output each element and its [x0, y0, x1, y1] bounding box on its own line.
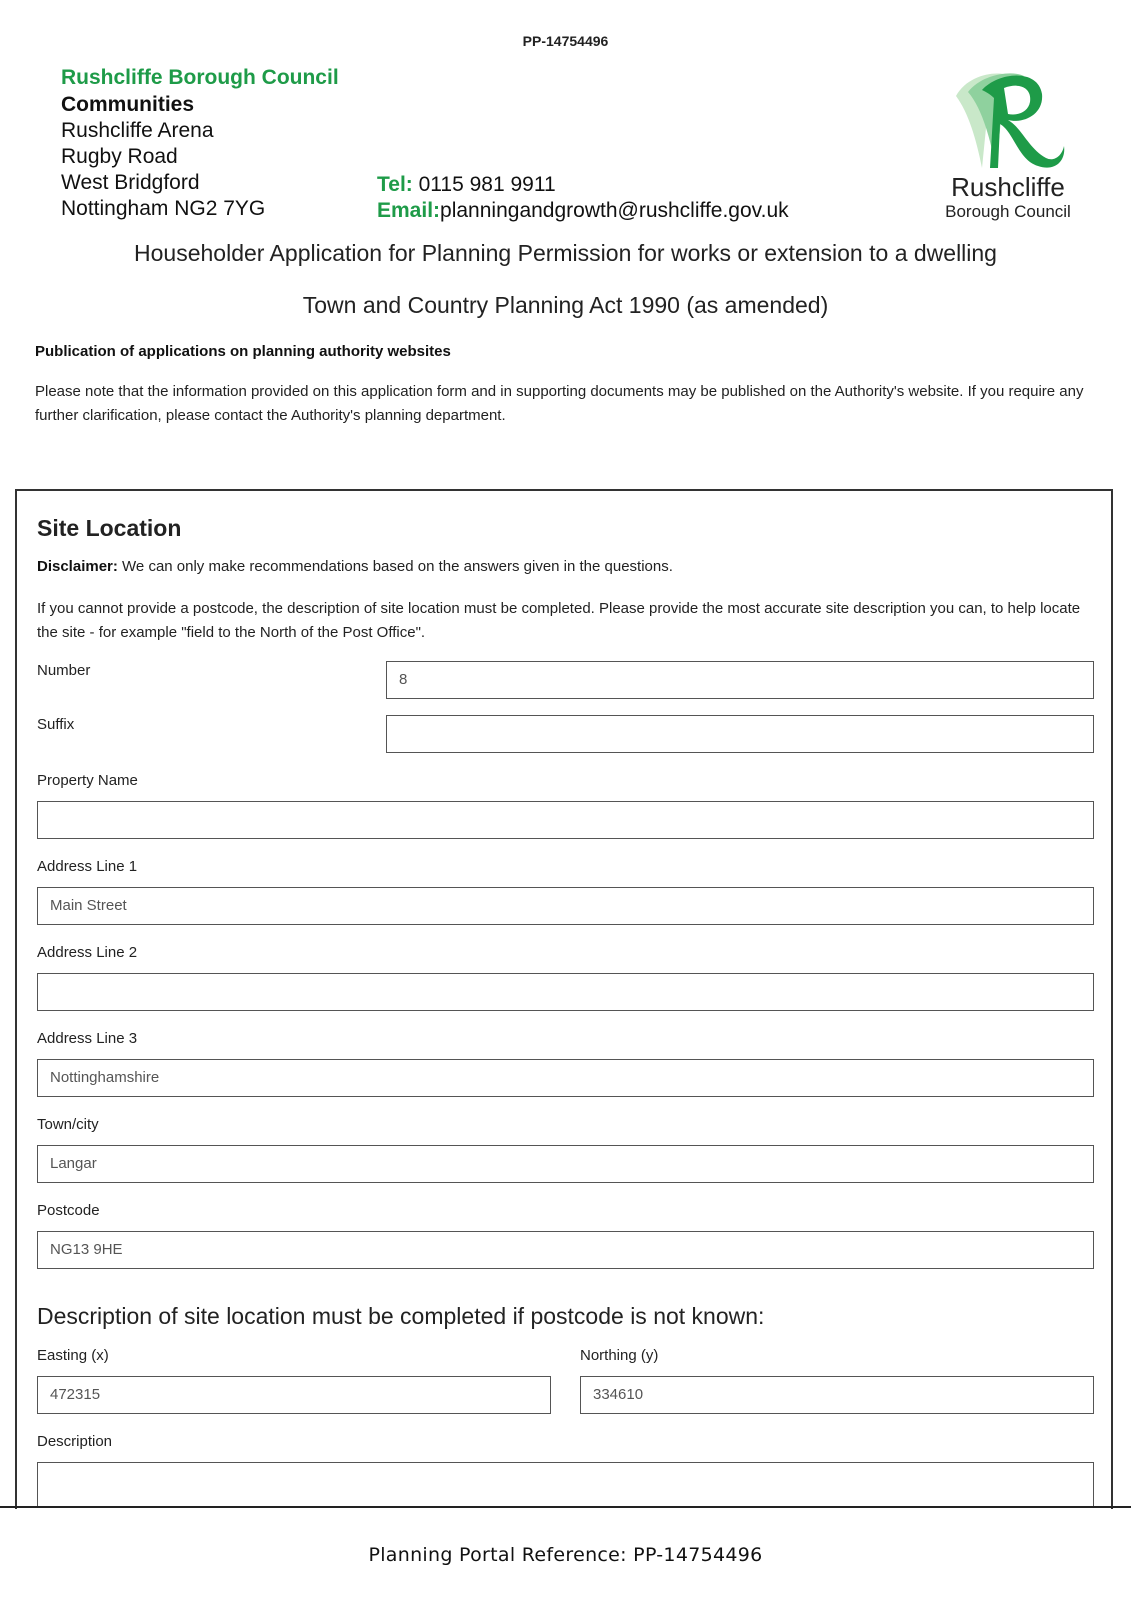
- telephone: [377, 173, 556, 197]
- property-name-input[interactable]: [37, 801, 1094, 839]
- act-title: Town and Country Planning Act 1990 (as amended): [302, 292, 829, 318]
- department: Communities: [61, 93, 195, 116]
- section-heading: Site Location: [37, 515, 182, 541]
- footer-reference: Planning Portal Reference: PP-14754496: [368, 1544, 763, 1566]
- northing-input[interactable]: 334610: [580, 1376, 1094, 1414]
- address-line-2: Rugby Road: [61, 145, 178, 168]
- footer-divider: [0, 1506, 1131, 1508]
- address-line-3: West Bridgford: [61, 171, 200, 194]
- address-line-4: Nottingham NG2 7YG: [61, 197, 266, 220]
- tel-label: Tel:: [377, 173, 413, 196]
- postcode-note: If you cannot provide a postcode, the description of site location must be completed. Please provide the most accurate site description you can, to help locate the site - for example "field to the North of the Post Office".: [37, 600, 1081, 641]
- town-label: Town/city: [37, 1116, 99, 1133]
- number-input[interactable]: 8: [386, 661, 1094, 699]
- postcode-input[interactable]: NG13 9HE: [37, 1231, 1094, 1269]
- publication-text: Please note that the information provided on this application form and in supporting documents may be published on the Authority's website. If you require any further clarification, please contact the Authority's planning department.: [35, 383, 1084, 424]
- number-label: Number: [37, 662, 91, 679]
- disclaimer-text: We can only make recommendations based on the answers given in the questions.: [117, 558, 673, 575]
- easting-input[interactable]: 472315: [37, 1376, 551, 1414]
- address-line-2-label: Address Line 2: [37, 944, 138, 961]
- tel-value: 0115 981 9911: [418, 173, 556, 196]
- disclaimer-label: Disclaimer:: [37, 558, 118, 575]
- email: [377, 199, 789, 223]
- council-name: Rushcliffe Borough Council: [61, 66, 339, 89]
- postcode-label: Postcode: [37, 1202, 100, 1219]
- town-input[interactable]: Langar: [37, 1145, 1094, 1183]
- address-line-3-label: Address Line 3: [37, 1030, 138, 1047]
- email-label: Email:: [377, 199, 441, 222]
- northing-label: Northing (y): [580, 1347, 659, 1364]
- publication-heading: Publication of applications on planning authority websites: [35, 343, 451, 360]
- address-line-1-input[interactable]: Main Street: [37, 887, 1094, 925]
- logo-name: Rushcliffe: [951, 172, 1065, 202]
- disclaimer: [37, 558, 673, 575]
- address-line-3-input[interactable]: Nottinghamshire: [37, 1059, 1094, 1097]
- reference-number: PP-14754496: [522, 33, 609, 49]
- property-name-label: Property Name: [37, 772, 138, 789]
- logo-r-icon: [938, 68, 1078, 172]
- address-line-1: Rushcliffe Arena: [61, 119, 214, 142]
- easting-label: Easting (x): [37, 1347, 109, 1364]
- description-textarea[interactable]: [37, 1462, 1094, 1508]
- page-title: Householder Application for Planning Permission for works or extension to a dwelling: [134, 240, 997, 266]
- logo-subtitle: Borough Council: [945, 202, 1071, 221]
- email-value[interactable]: planningandgrowth@rushcliffe.gov.uk: [440, 199, 789, 222]
- description-heading: Description of site location must be completed if postcode is not known:: [37, 1303, 765, 1329]
- suffix-label: Suffix: [37, 716, 75, 733]
- suffix-input[interactable]: [386, 715, 1094, 753]
- council-logo: [938, 68, 1078, 228]
- address-line-1-label: Address Line 1: [37, 858, 138, 875]
- description-label: Description: [37, 1433, 113, 1450]
- address-line-2-input[interactable]: [37, 973, 1094, 1011]
